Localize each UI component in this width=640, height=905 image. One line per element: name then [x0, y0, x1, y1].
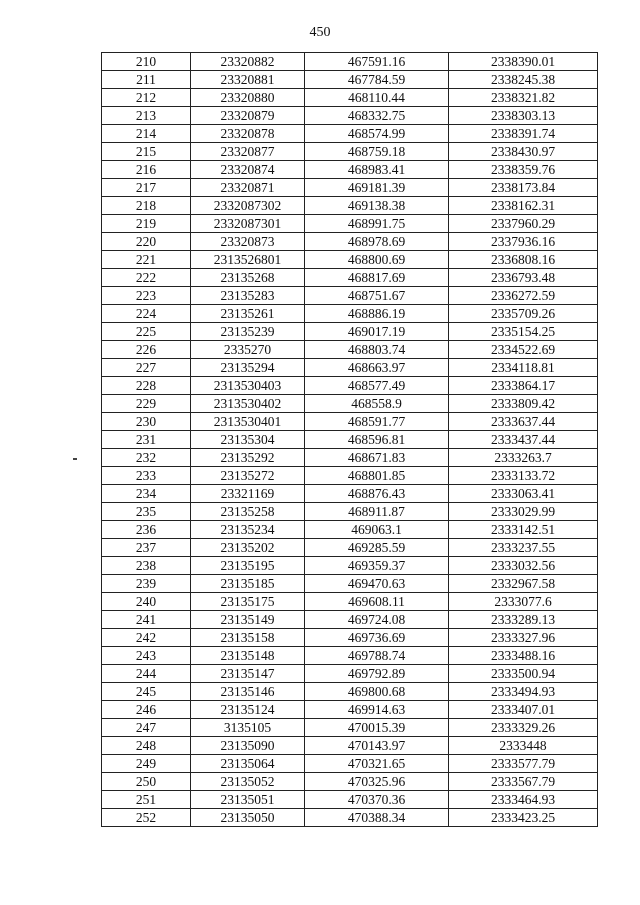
x-coordinate-cell: 468800.69: [305, 251, 449, 269]
y-coordinate-cell: 2333864.17: [449, 377, 598, 395]
point-id-cell: 23135195: [191, 557, 305, 575]
x-coordinate-cell: 469181.39: [305, 179, 449, 197]
point-number-cell: 228: [102, 377, 191, 395]
point-number-cell: 223: [102, 287, 191, 305]
x-coordinate-cell: 469138.38: [305, 197, 449, 215]
x-coordinate-cell: 469788.74: [305, 647, 449, 665]
y-coordinate-cell: 2333500.94: [449, 665, 598, 683]
page-number: 450: [309, 25, 331, 40]
table-row: [102, 701, 598, 719]
point-id-cell: 23135149: [191, 611, 305, 629]
point-id-cell: 23320878: [191, 125, 305, 143]
x-coordinate-cell: 468332.75: [305, 107, 449, 125]
y-coordinate-cell: 2333327.96: [449, 629, 598, 647]
y-coordinate-cell: 2333448: [449, 737, 598, 755]
table-row: [102, 305, 598, 323]
x-coordinate-cell: 468110.44: [305, 89, 449, 107]
y-coordinate-cell: 2333032.56: [449, 557, 598, 575]
x-coordinate-cell: 469736.69: [305, 629, 449, 647]
point-number-cell: 212: [102, 89, 191, 107]
point-id-cell: 2332087301: [191, 215, 305, 233]
point-id-cell: 23135185: [191, 575, 305, 593]
y-coordinate-cell: 2333637.44: [449, 413, 598, 431]
x-coordinate-cell: 470388.34: [305, 809, 449, 827]
point-number-cell: 227: [102, 359, 191, 377]
point-id-cell: 23320874: [191, 161, 305, 179]
y-coordinate-cell: 2337936.16: [449, 233, 598, 251]
point-number-cell: 219: [102, 215, 191, 233]
point-number-cell: 235: [102, 503, 191, 521]
point-number-cell: 240: [102, 593, 191, 611]
point-number-cell: 239: [102, 575, 191, 593]
point-id-cell: 23135147: [191, 665, 305, 683]
table-row: [102, 557, 598, 575]
x-coordinate-cell: 468751.67: [305, 287, 449, 305]
point-id-cell: 23135234: [191, 521, 305, 539]
y-coordinate-cell: 2333488.16: [449, 647, 598, 665]
x-coordinate-cell: 468577.49: [305, 377, 449, 395]
table-row: [102, 395, 598, 413]
y-coordinate-cell: 2335709.26: [449, 305, 598, 323]
point-id-cell: 23135283: [191, 287, 305, 305]
point-id-cell: 23135272: [191, 467, 305, 485]
y-coordinate-cell: 2333464.93: [449, 791, 598, 809]
table-row: [102, 773, 598, 791]
y-coordinate-cell: 2338162.31: [449, 197, 598, 215]
point-id-cell: 23321169: [191, 485, 305, 503]
point-id-cell: 2313526801: [191, 251, 305, 269]
x-coordinate-cell: 469017.19: [305, 323, 449, 341]
x-coordinate-cell: 469914.63: [305, 701, 449, 719]
point-id-cell: 23135064: [191, 755, 305, 773]
point-number-cell: 214: [102, 125, 191, 143]
point-number-cell: 231: [102, 431, 191, 449]
point-id-cell: 23135258: [191, 503, 305, 521]
x-coordinate-cell: 468983.41: [305, 161, 449, 179]
y-coordinate-cell: 2337960.29: [449, 215, 598, 233]
y-coordinate-cell: 2338173.84: [449, 179, 598, 197]
table-row: [102, 485, 598, 503]
point-number-cell: 233: [102, 467, 191, 485]
table-row: [102, 179, 598, 197]
point-id-cell: 23135304: [191, 431, 305, 449]
x-coordinate-cell: 468759.18: [305, 143, 449, 161]
y-coordinate-cell: 2338245.38: [449, 71, 598, 89]
table-row: [102, 251, 598, 269]
point-id-cell: 23135090: [191, 737, 305, 755]
x-coordinate-cell: 469792.89: [305, 665, 449, 683]
y-coordinate-cell: 2333263.7: [449, 449, 598, 467]
point-number-cell: 245: [102, 683, 191, 701]
point-id-cell: 23135050: [191, 809, 305, 827]
point-id-cell: 2313530401: [191, 413, 305, 431]
point-number-cell: 220: [102, 233, 191, 251]
y-coordinate-cell: 2332967.58: [449, 575, 598, 593]
point-number-cell: 232: [102, 449, 191, 467]
x-coordinate-cell: 469285.59: [305, 539, 449, 557]
x-coordinate-cell: 470370.36: [305, 791, 449, 809]
table-row: [102, 287, 598, 305]
point-number-cell: 224: [102, 305, 191, 323]
y-coordinate-cell: 2334522.69: [449, 341, 598, 359]
x-coordinate-cell: 469800.68: [305, 683, 449, 701]
x-coordinate-cell: 470321.65: [305, 755, 449, 773]
table-row: [102, 359, 598, 377]
x-coordinate-cell: 468803.74: [305, 341, 449, 359]
x-coordinate-cell: 468558.9: [305, 395, 449, 413]
point-id-cell: 3135105: [191, 719, 305, 737]
y-coordinate-cell: 2338391.74: [449, 125, 598, 143]
point-id-cell: 23320882: [191, 53, 305, 71]
table-row: [102, 665, 598, 683]
point-number-cell: 217: [102, 179, 191, 197]
table-row: [102, 719, 598, 737]
table-row: [102, 89, 598, 107]
point-number-cell: 251: [102, 791, 191, 809]
x-coordinate-cell: 468671.83: [305, 449, 449, 467]
y-coordinate-cell: 2333142.51: [449, 521, 598, 539]
point-id-cell: 23320873: [191, 233, 305, 251]
point-number-cell: 229: [102, 395, 191, 413]
y-coordinate-cell: 2333423.25: [449, 809, 598, 827]
x-coordinate-cell: 468886.19: [305, 305, 449, 323]
table-row: [102, 809, 598, 827]
point-number-cell: 247: [102, 719, 191, 737]
point-number-cell: 234: [102, 485, 191, 503]
point-number-cell: 218: [102, 197, 191, 215]
y-coordinate-cell: 2333029.99: [449, 503, 598, 521]
x-coordinate-cell: 470143.97: [305, 737, 449, 755]
point-number-cell: 211: [102, 71, 191, 89]
table-row: [102, 197, 598, 215]
point-id-cell: 23135175: [191, 593, 305, 611]
x-coordinate-cell: 467784.59: [305, 71, 449, 89]
table-row: [102, 125, 598, 143]
table-row: [102, 539, 598, 557]
y-coordinate-cell: 2333133.72: [449, 467, 598, 485]
point-number-cell: 250: [102, 773, 191, 791]
table-row: [102, 647, 598, 665]
y-coordinate-cell: 2333437.44: [449, 431, 598, 449]
point-number-cell: 221: [102, 251, 191, 269]
point-id-cell: 23135124: [191, 701, 305, 719]
point-number-cell: 237: [102, 539, 191, 557]
point-id-cell: 2313530403: [191, 377, 305, 395]
table-row: [102, 629, 598, 647]
point-id-cell: 23135148: [191, 647, 305, 665]
point-number-cell: 248: [102, 737, 191, 755]
x-coordinate-cell: 468596.81: [305, 431, 449, 449]
table-row: [102, 737, 598, 755]
point-id-cell: 23135261: [191, 305, 305, 323]
point-number-cell: 244: [102, 665, 191, 683]
y-coordinate-cell: 2338390.01: [449, 53, 598, 71]
x-coordinate-cell: 467591.16: [305, 53, 449, 71]
point-number-cell: 243: [102, 647, 191, 665]
point-number-cell: 238: [102, 557, 191, 575]
point-id-cell: 2332087302: [191, 197, 305, 215]
y-coordinate-cell: 2336808.16: [449, 251, 598, 269]
y-coordinate-cell: 2333077.6: [449, 593, 598, 611]
point-number-cell: 226: [102, 341, 191, 359]
y-coordinate-cell: 2336793.48: [449, 269, 598, 287]
point-number-cell: 246: [102, 701, 191, 719]
table-row: [102, 449, 598, 467]
y-coordinate-cell: 2333809.42: [449, 395, 598, 413]
y-coordinate-cell: 2338359.76: [449, 161, 598, 179]
point-number-cell: 242: [102, 629, 191, 647]
table-row: [102, 575, 598, 593]
table-row: [102, 269, 598, 287]
y-coordinate-cell: 2333567.79: [449, 773, 598, 791]
x-coordinate-cell: 468663.97: [305, 359, 449, 377]
x-coordinate-cell: 470015.39: [305, 719, 449, 737]
point-id-cell: 23135239: [191, 323, 305, 341]
coordinates-table: [101, 52, 598, 827]
x-coordinate-cell: 468876.43: [305, 485, 449, 503]
point-number-cell: 213: [102, 107, 191, 125]
x-coordinate-cell: 468574.99: [305, 125, 449, 143]
table-row: [102, 161, 598, 179]
x-coordinate-cell: 468817.69: [305, 269, 449, 287]
table-row: [102, 53, 598, 71]
table-row: [102, 683, 598, 701]
point-number-cell: 210: [102, 53, 191, 71]
table-row: [102, 233, 598, 251]
table-row: [102, 791, 598, 809]
y-coordinate-cell: 2333329.26: [449, 719, 598, 737]
point-id-cell: 23135268: [191, 269, 305, 287]
point-id-cell: 2335270: [191, 341, 305, 359]
y-coordinate-cell: 2338303.13: [449, 107, 598, 125]
y-coordinate-cell: 2333237.55: [449, 539, 598, 557]
point-number-cell: 252: [102, 809, 191, 827]
point-id-cell: 23320871: [191, 179, 305, 197]
y-coordinate-cell: 2334118.81: [449, 359, 598, 377]
point-id-cell: 23320880: [191, 89, 305, 107]
y-coordinate-cell: 2338430.97: [449, 143, 598, 161]
x-coordinate-cell: 469608.11: [305, 593, 449, 611]
y-coordinate-cell: 2336272.59: [449, 287, 598, 305]
table-row: [102, 593, 598, 611]
x-coordinate-cell: 468801.85: [305, 467, 449, 485]
y-coordinate-cell: 2333289.13: [449, 611, 598, 629]
x-coordinate-cell: 470325.96: [305, 773, 449, 791]
point-number-cell: 230: [102, 413, 191, 431]
point-number-cell: 216: [102, 161, 191, 179]
point-id-cell: 23135146: [191, 683, 305, 701]
table-row: [102, 107, 598, 125]
table-row: [102, 377, 598, 395]
table-row: [102, 143, 598, 161]
x-coordinate-cell: 469063.1: [305, 521, 449, 539]
point-number-cell: 241: [102, 611, 191, 629]
x-coordinate-cell: 468978.69: [305, 233, 449, 251]
table-row: [102, 503, 598, 521]
y-coordinate-cell: 2338321.82: [449, 89, 598, 107]
point-id-cell: 23135158: [191, 629, 305, 647]
point-id-cell: 23135202: [191, 539, 305, 557]
point-number-cell: 222: [102, 269, 191, 287]
table-row: [102, 323, 598, 341]
table-row: [102, 71, 598, 89]
table-row: [102, 611, 598, 629]
point-id-cell: 23135294: [191, 359, 305, 377]
x-coordinate-cell: 468991.75: [305, 215, 449, 233]
x-coordinate-cell: 468911.87: [305, 503, 449, 521]
table-row: [102, 341, 598, 359]
table-row: [102, 431, 598, 449]
stray-mark: [73, 458, 77, 460]
y-coordinate-cell: 2335154.25: [449, 323, 598, 341]
point-id-cell: 2313530402: [191, 395, 305, 413]
table-row: [102, 467, 598, 485]
point-id-cell: 23320879: [191, 107, 305, 125]
x-coordinate-cell: 469359.37: [305, 557, 449, 575]
point-id-cell: 23320877: [191, 143, 305, 161]
y-coordinate-cell: 2333407.01: [449, 701, 598, 719]
coordinates-table-body: [102, 53, 598, 827]
y-coordinate-cell: 2333494.93: [449, 683, 598, 701]
point-id-cell: 23135052: [191, 773, 305, 791]
table-row: [102, 413, 598, 431]
table-row: [102, 755, 598, 773]
x-coordinate-cell: 468591.77: [305, 413, 449, 431]
point-id-cell: 23320881: [191, 71, 305, 89]
point-number-cell: 225: [102, 323, 191, 341]
y-coordinate-cell: 2333063.41: [449, 485, 598, 503]
table-row: [102, 215, 598, 233]
point-number-cell: 249: [102, 755, 191, 773]
x-coordinate-cell: 469470.63: [305, 575, 449, 593]
point-id-cell: 23135051: [191, 791, 305, 809]
x-coordinate-cell: 469724.08: [305, 611, 449, 629]
point-number-cell: 215: [102, 143, 191, 161]
y-coordinate-cell: 2333577.79: [449, 755, 598, 773]
table-row: [102, 521, 598, 539]
point-id-cell: 23135292: [191, 449, 305, 467]
point-number-cell: 236: [102, 521, 191, 539]
